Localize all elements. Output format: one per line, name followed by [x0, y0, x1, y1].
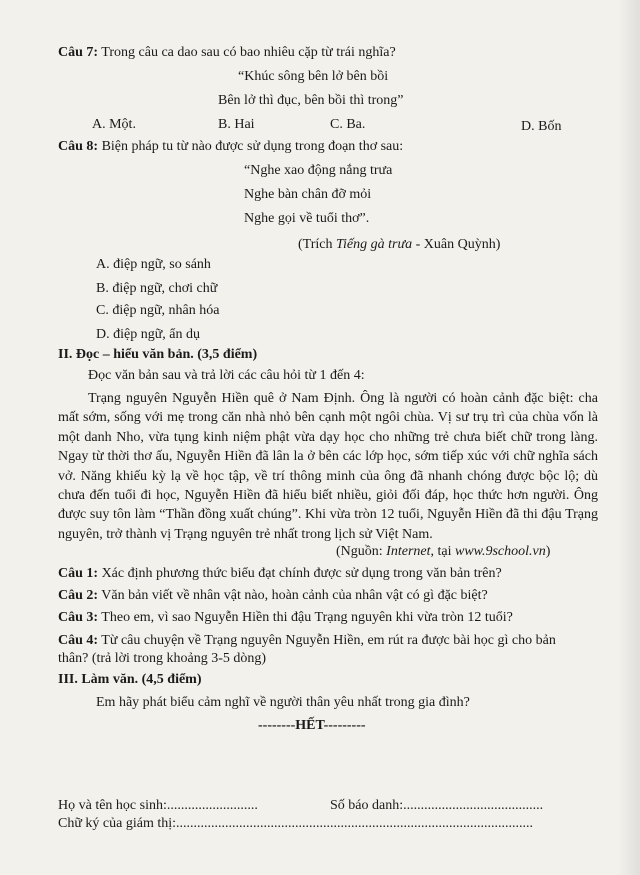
q8-text: Biện pháp tu từ nào được sử dụng trong đoạn thơ sau:	[98, 139, 404, 154]
q8-option-b: B. điệp ngữ, chơi chữ	[96, 281, 218, 296]
q7-text: Trong câu ca dao sau có bao nhiêu cặp từ trái nghĩa?	[98, 45, 396, 60]
s2-q2-label: Câu 2:	[58, 588, 99, 603]
proctor-signature-field: Chữ ký của giám thị:......................................................................................................	[58, 816, 534, 831]
q8-option-d: D. điệp ngữ, ẩn dụ	[96, 327, 201, 342]
s2-question-4	[58, 632, 556, 650]
student-name-field: Họ và tên học sinh:..........................	[58, 798, 258, 813]
q7-option-d: D. Bốn	[521, 119, 562, 134]
q7-option-b: B. Hai	[218, 117, 255, 132]
q8-line	[58, 138, 403, 156]
page-edge-shadow	[618, 0, 640, 875]
s2-question-2	[58, 587, 488, 605]
s2-q1-text: Xác định phương thức biểu đạt chính được sử dụng trong văn bản trên?	[98, 566, 502, 581]
section2-instruction: Đọc văn bản sau và trả lời các câu hỏi từ 1 đến 4:	[88, 368, 365, 383]
q7-option-a: A. Một.	[92, 117, 136, 132]
q7-label: Câu 7:	[58, 45, 99, 60]
q8-source-prefix: (Trích	[298, 237, 336, 252]
q8-source-title: Tiếng gà trưa	[336, 237, 413, 252]
q7-option-c: C. Ba.	[330, 117, 366, 132]
s2-q3-text: Theo em, vì sao Nguyễn Hiền thi đậu Trạng nguyên khi vừa tròn 12 tuổi?	[98, 610, 513, 625]
s2-question-3	[58, 609, 513, 627]
source-mid: , tại	[430, 544, 455, 559]
q8-label: Câu 8:	[58, 139, 99, 154]
s2-q4-text: Từ câu chuyện về Trạng nguyên Nguyễn Hiền, em rút ra được bài học gì cho bản	[98, 633, 556, 648]
end-marker: --------HẾT---------	[258, 718, 366, 733]
section2-heading: II. Đọc – hiểu văn bản. (3,5 điểm)	[58, 347, 258, 362]
q7-verse-1: “Khúc sông bên lở bên bồi	[238, 69, 389, 84]
s2-q4-label: Câu 4:	[58, 633, 99, 648]
q8-option-c: C. điệp ngữ, nhân hóa	[96, 303, 220, 318]
candidate-number-field: Số báo danh:........................................	[330, 798, 544, 813]
essay-prompt: Em hãy phát biểu cảm nghĩ về người thân yêu nhất trong gia đình?	[96, 695, 470, 710]
q8-verse-3: Nghe gọi về tuổi thơ”.	[244, 211, 370, 226]
q7-verse-2: Bên lở thì đục, bên bồi thì trong”	[218, 93, 404, 108]
s2-question-1	[58, 565, 502, 583]
source-italic: Internet	[386, 544, 431, 559]
s2-q1-label: Câu 1:	[58, 566, 99, 581]
passage-source	[336, 543, 550, 561]
q8-source	[298, 236, 500, 254]
q8-source-author: - Xuân Quỳnh)	[412, 237, 501, 252]
s2-q3-label: Câu 3:	[58, 610, 99, 625]
source-prefix: (Nguồn:	[336, 544, 387, 559]
section3-heading: III. Làm văn. (4,5 điểm)	[58, 672, 202, 687]
source-suffix: )	[545, 544, 551, 559]
q7-line	[58, 44, 396, 62]
s2-q2-text: Văn bản viết về nhân vật nào, hoàn cảnh của nhân vật có gì đặc biệt?	[98, 588, 488, 603]
source-url: www.9school.vn	[455, 544, 546, 559]
s2-question-4-cont: thân? (trả lời trong khoảng 3-5 dòng)	[58, 651, 267, 666]
reading-passage: Trạng nguyên Nguyễn Hiền quê ở Nam Định. Ông là người có hoàn cảnh đặc biệt: cha mất sớm, sống với mẹ trong căn nhà nhỏ bên cạnh một ngôi chùa. Vị sư trụ trì của chùa vốn là một danh Nho, vừa tụng kinh niệm phật vừa dạy học cho những trẻ chưa biết chữ trong làng. Ngay từ thời thơ ấu, Nguyễn Hiền đã lân la ở bên các lớp học, sớm tiếp xúc với chữ nghĩa sách vở. Năng khiếu kỳ lạ về học tập, về trí thông minh của ông đã nhanh chóng được bộc lộ; dù chưa đến tuổi đi học, Nguyễn Hiền đã hiểu biết nhiều, giỏi đối đáp, học thức hơn người. Ông được suy tôn làm “Thần đồng xuất chúng”. Khi vừa tròn 12 tuổi, Nguyễn Hiền đã thi đậu Trạng nguyên, trở thành vị Trạng nguyên trẻ nhất trong lịch sử Việt Nam.	[58, 391, 598, 542]
q8-verse-1: “Nghe xao động nắng trưa	[244, 163, 393, 178]
q8-option-a: A. điệp ngữ, so sánh	[96, 257, 211, 272]
q8-verse-2: Nghe bàn chân đỡ mỏi	[244, 187, 372, 202]
